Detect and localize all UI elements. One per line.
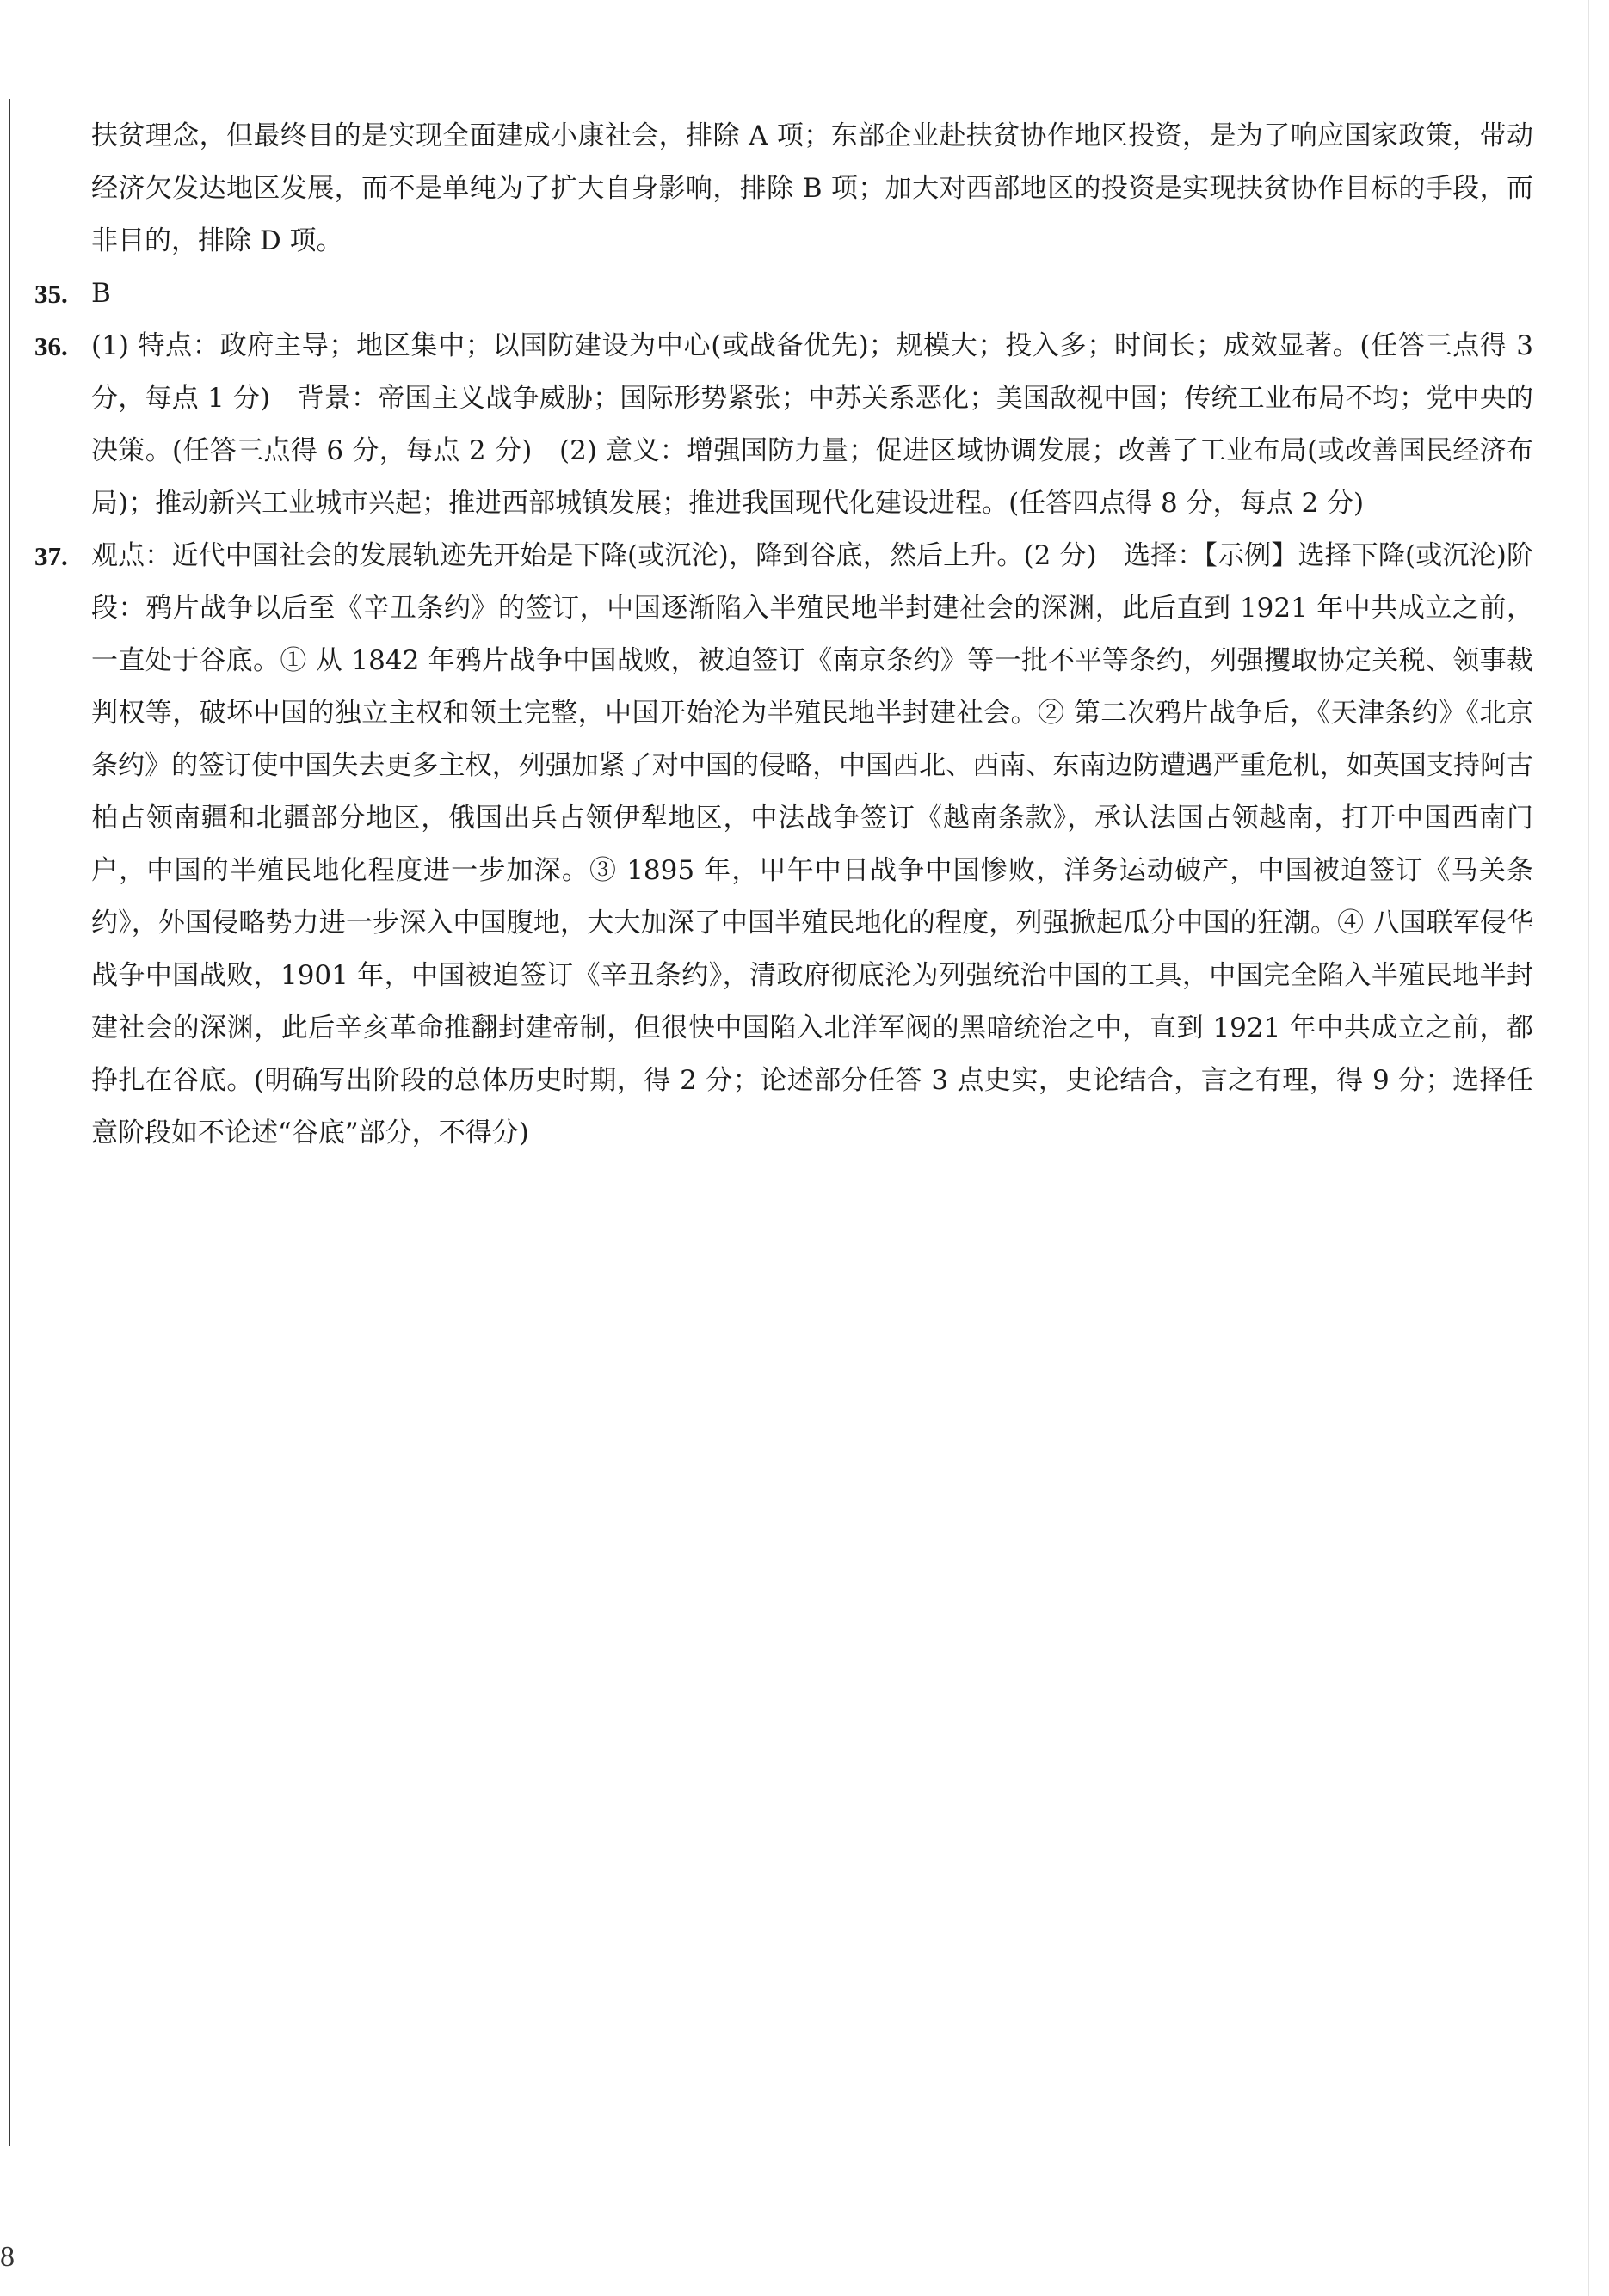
answer-content [34, 110, 1533, 1160]
question-number: 35. [34, 279, 68, 309]
question-number: 37. [34, 541, 68, 571]
page-number: 8 [0, 2241, 15, 2273]
right-page-edge [1588, 0, 1589, 2296]
answer-34-continuation: 扶贫理念，但最终目的是实现全面建成小康社会，排除 A 项；东部企业赴扶贫协作地区投资，是为了响应国家政策，带动经济欠发达地区发展，而不是单纯为了扩大自身影响，排除 B 项；加大对西部地区的投资是实现扶贫协作目标的手段，而非目的，排除 D 项。 [91, 120, 1533, 256]
answer-text: B [91, 278, 111, 309]
answer-37 [34, 530, 1533, 1160]
answer-text: (1) 特点：政府主导；地区集中；以国防建设为中心(或战备优先)；规模大；投入多；时间长；成效显著。(任答三点得 3 分，每点 1 分) 背景：帝国主义战争威胁；国际形势紧张；中苏关系恶化；美国敌视中国；传统工业布局不均；党中央的决策。(任答三点得 6 分，每点 2 分) (2) 意义：增强国防力量；促进区域协调发展；改善了工业布局(或改善国民经济布局)；推动新兴工业城市兴起；推进西部城镇发展；推进我国现代化建设进程。(任答四点得 8 分，每点 2 分) [91, 330, 1533, 519]
question-number: 36. [34, 331, 68, 361]
answer-text: 观点：近代中国社会的发展轨迹先开始是下降(或沉沦)，降到谷底，然后上升。(2 分) 选择：【示例】选择下降(或沉沦)阶段：鸦片战争以后至《辛丑条约》的签订，中国逐渐陷入半殖民地半封建社会的深渊，此后直到 1921 年中共成立之前，一直处于谷底。① 从 1842 年鸦片战争中国战败，被迫签订《南京条约》等一批不平等条约，列强攫取协定关税、领事裁判权等，破坏中国的独立主权和领土完整，中国开始沦为半殖民地半封建社会。② 第二次鸦片战争后，《天津条约》《北京条约》的签订使中国失去更多主权，列强加紧了对中国的侵略，中国西北、西南、东南边防遭遇严重危机，如英国支持阿古柏占领南疆和北疆部分地区，俄国出兵占领伊犁地区，中法战争签订《越南条款》，承认法国占领越南，打开中国西南门户，中国的半殖民地化程度进一步加深。③ 1895 年，甲午中日战争中国惨败，洋务运动破产，中国被迫签订《马关条约》，外国侵略势力进一步深入中国腹地，大大加深了中国半殖民地化的程度，列强掀起瓜分中国的狂潮。④ 八国联军侵华战争中国战败，1901 年，中国被迫签订《辛丑条约》，清政府彻底沦为列强统治中国的工具，中国完全陷入半殖民地半封建社会的深渊，此后辛亥革命推翻封建帝制，但很快中国陷入北洋军阀的黑暗统治之中，直到 1921 年中共成立之前，都挣扎在谷底。(明确写出阶段的总体历史时期，得 2 分；论述部分任答 3 点史实，史论结合，言之有理，得 9 分；选择任意阶段如不论述“谷底”部分，不得分) [91, 540, 1533, 1148]
answer-36 [34, 320, 1533, 530]
left-margin-rule [9, 99, 10, 2146]
answer-35 [34, 268, 1533, 320]
